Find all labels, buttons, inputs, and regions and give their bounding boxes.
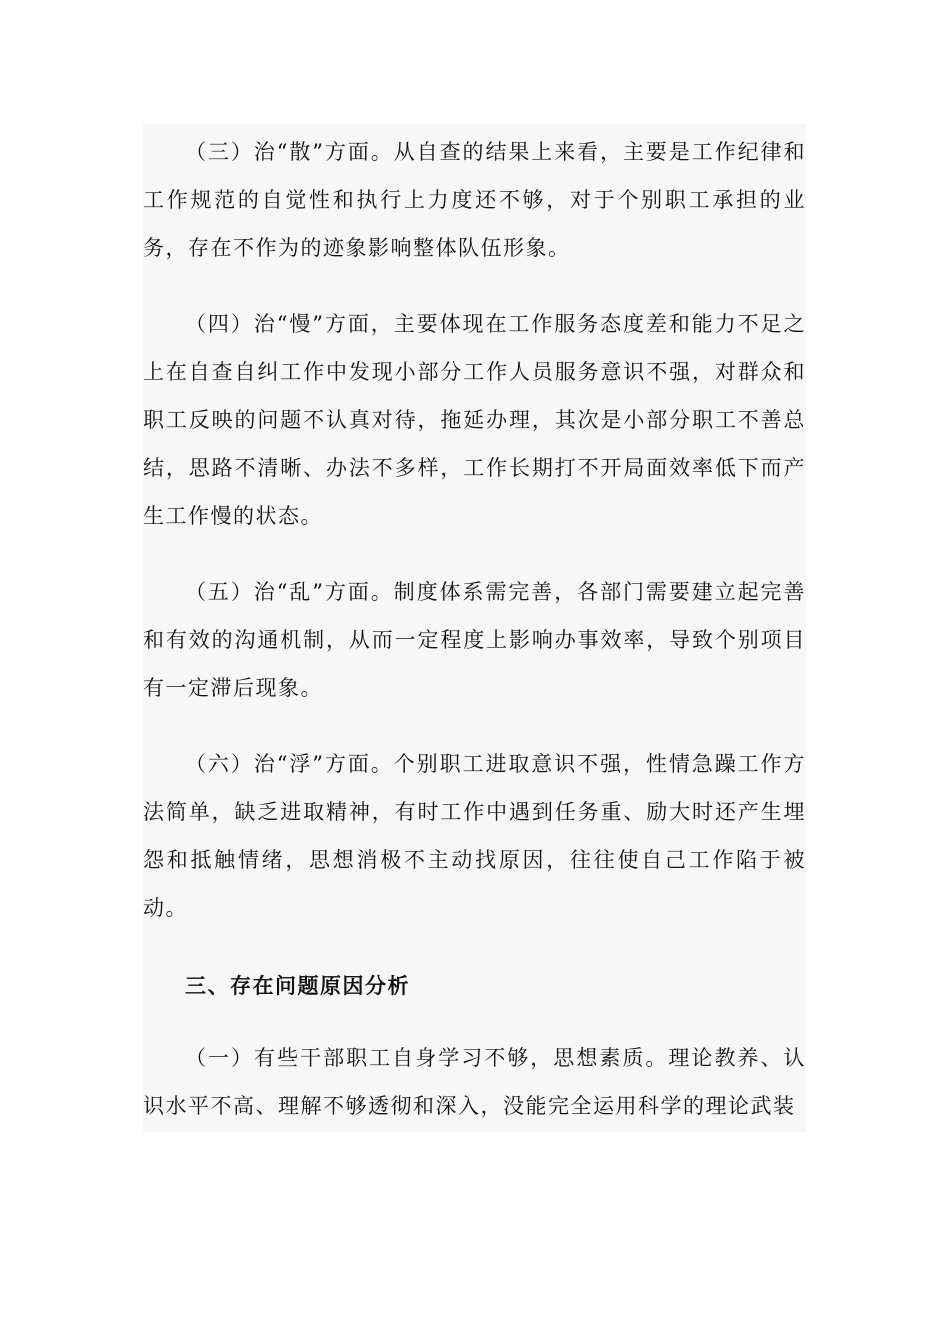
- section-heading-cause-analysis: 三、存在问题原因分析: [185, 974, 410, 998]
- document-text-block: [143, 124, 806, 1132]
- paragraph-man: （四）治“慢”方面，主要体现在工作服务态度差和能力不足之上在自查自纠工作中发现小部分工作人员服务意识不强，对群众和职工反映的问题不认真对待，拖延办理，其次是小部分职工不善总结，思路不清晰、办法不多样，工作长期打不开局面效率低下而产生工作慢的状态。: [143, 312, 806, 528]
- paragraph-cause-one: （一）有些干部职工自身学习不够，思想素质。理论教养、认识水平不高、理解不够透彻和深入，没能完全运用科学的理论武装: [143, 1046, 806, 1118]
- paragraph-fu: （六）治“浮”方面。个别职工进取意识不强，性情急躁工作方法简单，缺乏进取精神，有时工作中遇到任务重、励大时还产生埋怨和抵触情绪，思想消极不主动找原因，往往使自己工作陷于被动。: [143, 752, 806, 920]
- paragraph-san: （三）治“散”方面。从自查的结果上来看，主要是工作纪律和工作规范的自觉性和执行上力度还不够，对于个别职工承担的业务，存在不作为的迹象影响整体队伍形象。: [143, 140, 806, 260]
- paragraph-luan: （五）治“乱”方面。制度体系需完善，各部门需要建立起完善和有效的沟通机制，从而一定程度上影响办事效率，导致个别项目有一定滞后现象。: [143, 580, 806, 700]
